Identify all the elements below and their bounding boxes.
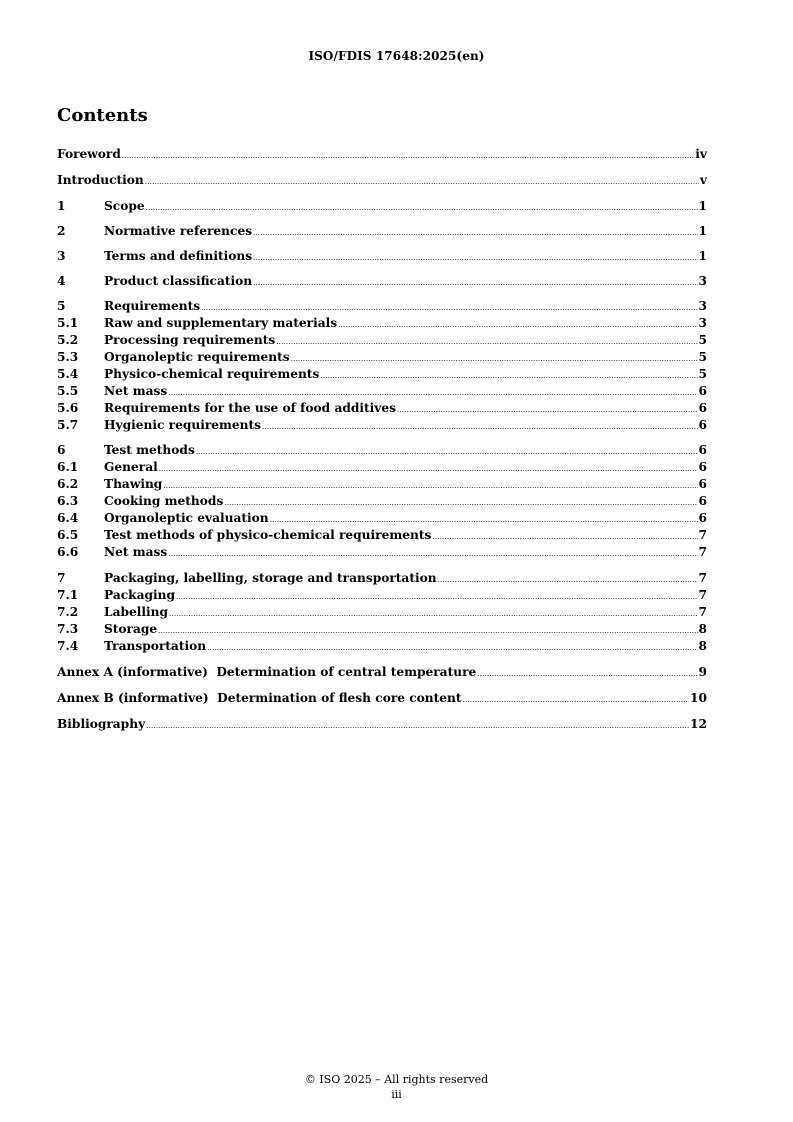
toc-entry-page: 7 [698,605,707,619]
toc-entry-number: 5.7 [57,418,79,432]
toc-entry-page: 5 [698,367,707,381]
toc-entry-5-4[interactable] [57,366,707,382]
toc-entry-title[interactable]: Organoleptic evaluation [104,511,269,525]
toc-entry-3[interactable] [57,248,707,264]
toc-entry-number: 5 [57,299,66,313]
toc-entry-2[interactable] [57,223,707,239]
toc-leader-dots [253,275,697,291]
toc-entry-1[interactable] [57,198,707,214]
toc-entry-page: 3 [698,299,707,313]
toc-entry-title[interactable]: General [104,460,158,474]
toc-entry-number: 3 [57,249,66,263]
toc-entry-title[interactable]: Physico-chemical requirements [104,367,320,381]
toc-leader-dots [146,200,698,216]
toc-entry-title[interactable]: Packaging [104,588,176,602]
toc-leader-dots [146,718,689,734]
toc-entry-4[interactable] [57,273,707,289]
toc-entry-page: 8 [698,622,707,636]
toc-entry-page: 6 [698,443,707,457]
toc-entry-number: 6.3 [57,494,79,508]
toc-entry-page: 7 [698,588,707,602]
toc-entry-title[interactable]: Storage [104,622,158,636]
toc-entry-page: 6 [698,384,707,398]
toc-entry-7-2[interactable] [57,604,707,620]
toc-entry-6[interactable] [57,442,707,458]
toc-entry-annex-b[interactable] [57,690,707,706]
toc-leader-dots [145,174,699,190]
toc-entry-number: 5.3 [57,350,79,364]
toc-entry-7-4[interactable] [57,638,707,654]
toc-entry-title[interactable]: Net mass [104,545,168,559]
toc-entry-number: 5.6 [57,401,79,415]
toc-entry-title[interactable]: Normative references [104,224,253,238]
toc-entry-page: iv [695,147,707,161]
toc-entry-number: 5.5 [57,384,79,398]
toc-entry-page: 1 [698,224,707,238]
toc-entry-page: 3 [698,274,707,288]
toc-entry-page: 1 [698,249,707,263]
toc-entry-title[interactable]: Raw and supplementary materials [104,316,338,330]
toc-entry-5[interactable] [57,298,707,314]
toc-entry-title[interactable]: Annex B (informative) Determination of flesh core content [57,691,462,705]
toc-entry-title[interactable]: Scope [104,199,145,213]
toc-leader-dots [397,402,698,418]
toc-entry-page: 5 [698,333,707,347]
toc-leader-dots [168,546,697,562]
toc-entry-page: 9 [698,665,707,679]
toc-entry-5-2[interactable] [57,332,707,348]
copyright-notice: © ISO 2025 – All rights reserved [304,1073,489,1086]
toc-entry-number: 7.4 [57,639,79,653]
toc-entry-number: 6 [57,443,66,457]
toc-leader-dots [176,589,697,605]
toc-leader-dots [432,529,697,545]
toc-entry-page: 6 [698,494,707,508]
toc-leader-dots [270,512,698,528]
toc-leader-dots [122,148,694,164]
toc-entry-page: 7 [698,571,707,585]
toc-leader-dots [158,623,697,639]
toc-leader-dots [276,334,697,350]
toc-entry-5-7[interactable] [57,417,707,433]
toc-entry-5-3[interactable] [57,349,707,365]
toc-leader-dots [207,640,697,656]
toc-leader-dots [262,419,697,435]
toc-entry-page: 6 [698,511,707,525]
toc-entry-title[interactable]: Test methods [104,443,195,457]
toc-entry-6-5[interactable] [57,527,707,543]
toc-entry-title[interactable]: Transportation [104,639,207,653]
toc-entry-bibliography[interactable] [57,716,707,732]
toc-entry-title[interactable]: Introduction [57,173,144,187]
document-id-header: ISO/FDIS 17648:2025(en) [308,49,485,63]
toc-entry-number: 4 [57,274,66,288]
toc-entry-number: 5.2 [57,333,79,347]
toc-entry-6-3[interactable] [57,493,707,509]
toc-entry-5-6[interactable] [57,400,707,416]
toc-entry-title[interactable]: Cooking methods [104,494,224,508]
toc-entry-title[interactable]: Bibliography [57,717,146,731]
toc-entry-title[interactable]: Labelling [104,605,169,619]
toc-entry-title[interactable]: Packaging, labelling, storage and transportation [104,571,437,585]
toc-leader-dots [463,692,690,708]
toc-leader-dots [224,495,697,511]
toc-entry-page: 1 [698,199,707,213]
toc-entry-page: 5 [698,350,707,364]
toc-leader-dots [338,317,697,333]
toc-entry-number: 2 [57,224,66,238]
toc-entry-6-4[interactable] [57,510,707,526]
toc-entry-6-6[interactable] [57,544,707,560]
toc-entry-title[interactable]: Requirements for the use of food additives [104,401,396,415]
toc-leader-dots [438,572,698,588]
toc-entry-page: 6 [698,401,707,415]
toc-entry-foreword[interactable] [57,146,707,162]
toc-entry-page: 6 [698,460,707,474]
toc-entry-number: 6.6 [57,545,79,559]
toc-leader-dots [163,478,697,494]
toc-entry-page: 3 [698,316,707,330]
toc-entry-number: 7.3 [57,622,79,636]
toc-entry-title[interactable]: Terms and definitions [104,249,253,263]
toc-leader-dots [168,385,697,401]
toc-entry-title[interactable]: Thawing [104,477,163,491]
toc-leader-dots [291,351,698,367]
toc-entry-number: 7.1 [57,588,79,602]
page-number: iii [391,1088,402,1101]
toc-entry-annex-a[interactable] [57,664,707,680]
toc-entry-6-1[interactable] [57,459,707,475]
toc-entry-page: 8 [698,639,707,653]
toc-entry-number: 5.1 [57,316,79,330]
toc-entry-5-5[interactable] [57,383,707,399]
toc-entry-page: 7 [698,545,707,559]
toc-entry-title[interactable]: Net mass [104,384,168,398]
toc-entry-title[interactable]: Foreword [57,147,121,161]
toc-entry-title[interactable]: Product classification [104,274,253,288]
toc-entry-7[interactable] [57,570,707,586]
contents-heading: Contents [57,105,148,126]
toc-entry-page: 6 [698,418,707,432]
toc-entry-7-3[interactable] [57,621,707,637]
toc-entry-title[interactable]: Test methods of physico-chemical requirements [104,528,432,542]
toc-entry-5-1[interactable] [57,315,707,331]
toc-entry-number: 6.1 [57,460,79,474]
toc-entry-number: 5.4 [57,367,79,381]
toc-leader-dots [477,666,697,682]
toc-entry-page: 10 [690,691,707,705]
toc-entry-number: 1 [57,199,66,213]
toc-entry-number: 6.4 [57,511,79,525]
toc-entry-title[interactable]: Processing requirements [104,333,276,347]
toc-entry-number: 6.5 [57,528,79,542]
toc-leader-dots [253,250,697,266]
toc-entry-title[interactable]: Hygienic requirements [104,418,262,432]
toc-entry-page: v [699,173,707,187]
toc-leader-dots [201,300,697,316]
toc-entry-title[interactable]: Requirements [104,299,201,313]
toc-leader-dots [196,444,698,460]
toc-entry-7-1[interactable] [57,587,707,603]
toc-entry-page: 12 [690,717,707,731]
toc-entry-number: 6.2 [57,477,79,491]
toc-leader-dots [159,461,698,477]
toc-entry-number: 7.2 [57,605,79,619]
toc-leader-dots [253,225,697,241]
toc-entry-page: 6 [698,477,707,491]
toc-entry-6-2[interactable] [57,476,707,492]
toc-entry-number: 7 [57,571,66,585]
toc-leader-dots [320,368,697,384]
toc-entry-title[interactable]: Organoleptic requirements [104,350,290,364]
toc-leader-dots [169,606,698,622]
toc-entry-title[interactable]: Annex A (informative) Determination of central temperature [57,665,477,679]
toc-entry-page: 7 [698,528,707,542]
toc-entry-introduction[interactable] [57,172,707,188]
